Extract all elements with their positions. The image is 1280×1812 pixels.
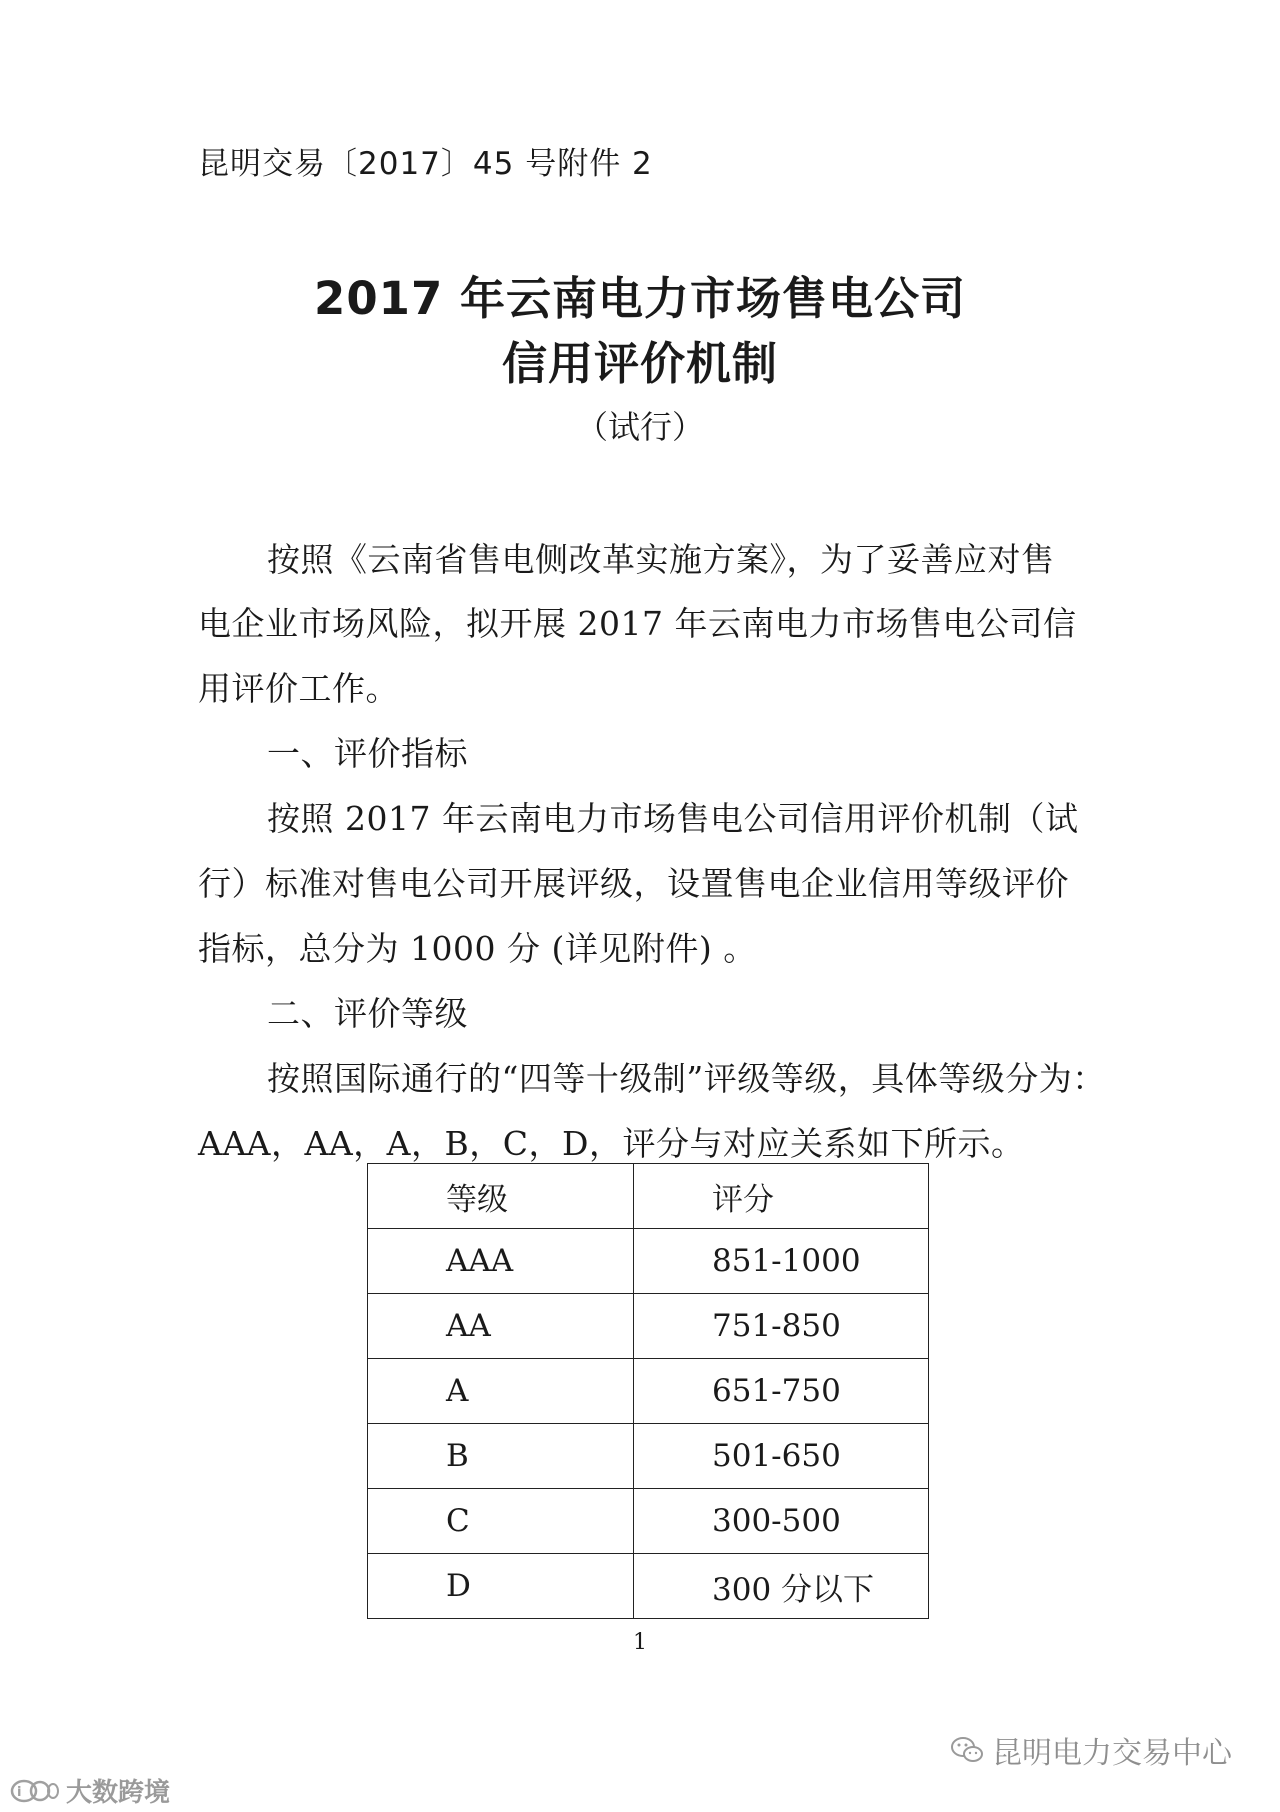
wechat-icon <box>950 1735 984 1765</box>
table-row <box>368 1424 929 1489</box>
logo-icon <box>8 1776 60 1806</box>
section-2-heading: 二、评价等级 <box>267 994 468 1033</box>
score-cell: 300 分以下 <box>634 1554 929 1619</box>
watermark-right-text: 昆明电力交易中心 <box>992 1736 1232 1771</box>
section-1-heading: 一、评价指标 <box>267 734 468 773</box>
paragraph-1-line: 电企业市场风险，拟开展 2017 年云南电力市场售电公司信 <box>198 604 1077 643</box>
document-title-line2: 信用评价机制 <box>501 337 778 390</box>
document-reference: 昆明交易〔2017〕45 号附件 2 <box>198 146 653 182</box>
paragraph-2-line: 按照 2017 年云南电力市场售电公司信用评价机制（试 <box>267 799 1079 838</box>
page-number: 1 <box>633 1630 647 1655</box>
paragraph-2-line: 指标，总分为 1000 分 (详见附件) 。 <box>198 929 757 968</box>
document-subtitle: （试行） <box>575 408 704 446</box>
grade-cell: D <box>368 1554 634 1619</box>
table-row <box>368 1554 929 1619</box>
grade-cell: B <box>368 1424 634 1489</box>
paragraph-3-line: 按照国际通行的“四等十级制”评级等级，具体等级分为： <box>267 1059 1106 1098</box>
watermark-left <box>8 1772 170 1809</box>
paragraph-1-line: 按照《云南省售电侧改革实施方案》，为了妥善应对售 <box>267 540 1055 579</box>
table-row <box>368 1294 929 1359</box>
table-row <box>368 1229 929 1294</box>
score-cell: 651-750 <box>634 1359 929 1424</box>
grade-cell: C <box>368 1489 634 1554</box>
watermark-left-text: 大数跨境 <box>66 1778 171 1808</box>
paragraph-1-line: 用评价工作。 <box>198 669 399 708</box>
table-header-row <box>368 1164 929 1229</box>
svg-text:i: i <box>17 1784 22 1800</box>
score-cell: 851-1000 <box>634 1229 929 1294</box>
table-header-score: 评分 <box>634 1164 929 1229</box>
watermark-right <box>950 1728 1232 1772</box>
document-title-line1: 2017 年云南电力市场售电公司 <box>314 272 966 325</box>
grade-cell: AA <box>368 1294 634 1359</box>
score-cell: 300-500 <box>634 1489 929 1554</box>
table-row <box>368 1359 929 1424</box>
table-header-grade: 等级 <box>368 1164 634 1229</box>
score-cell: 751-850 <box>634 1294 929 1359</box>
table-row <box>368 1489 929 1554</box>
grade-score-table <box>367 1163 929 1619</box>
grade-cell: A <box>368 1359 634 1424</box>
grade-cell: AAA <box>368 1229 634 1294</box>
score-cell: 501-650 <box>634 1424 929 1489</box>
paragraph-2-line: 行）标准对售电公司开展评级，设置售电企业信用等级评价 <box>198 864 1069 903</box>
paragraph-3-line: AAA，AA，A，B，C，D，评分与对应关系如下所示。 <box>198 1124 1025 1163</box>
